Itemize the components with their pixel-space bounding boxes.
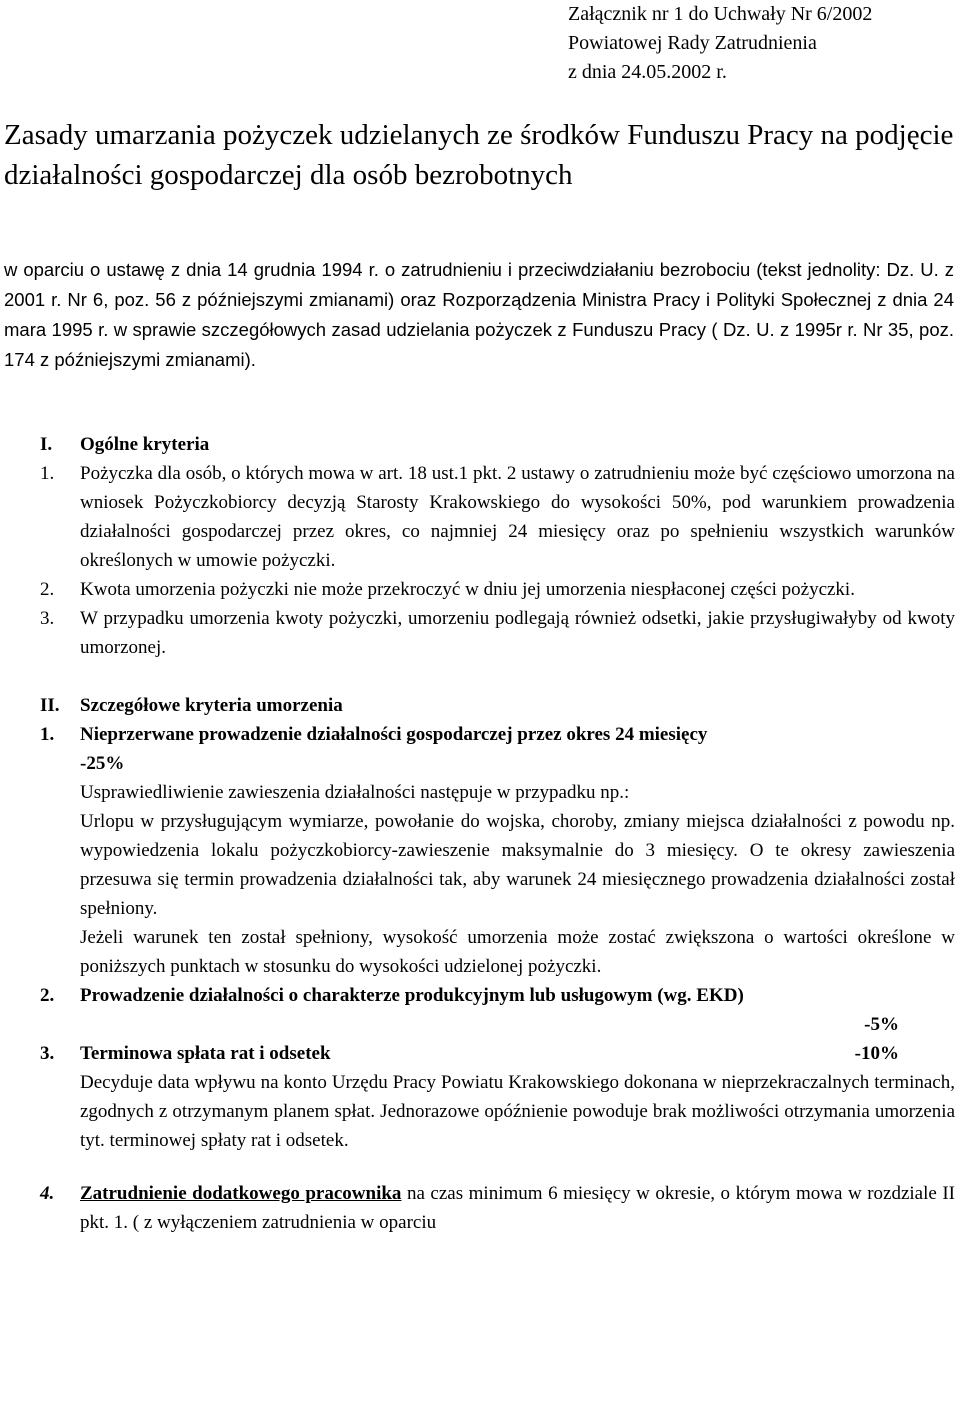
attachment-header-line-3: z dnia 24.05.2002 r. [568,61,727,83]
criterion-percent: -10% [854,1043,899,1064]
document-body [40,430,955,1237]
section-1-heading [40,430,955,459]
document-title: Zasady umarzania pożyczek udzielanych ze środków Funduszu Pracy na podjęcie działalności gospodarczej dla osób bezrobotnych [4,119,954,191]
criterion-heading: Terminowa spłata rat i odsetek [80,1043,331,1064]
list-item-number: 2. [40,579,55,600]
list-item-number: 4. [40,1183,55,1204]
list-item-number: 1. [40,724,55,745]
list-item-number: 1. [40,463,55,484]
list-item-number: 2. [40,985,55,1006]
spacer [40,662,955,691]
criterion-paragraph: Urlopu w przysługującym wymiarze, powołanie do wojska, choroby, zmiany miejsca działalności z powodu np. wypowiedzenia lokalu pożyczkobiorcy-zawieszenie maksymalnie do 3 miesięcy. O te okresy zawieszenia przesuwa się termin prowadzenia działalności tak, aby warunek 24 miesięcznego prowadzenia działalności został spełniony. [80,811,955,919]
list-item-number: 3. [40,1043,55,1064]
criterion-heading: Prowadzenie działalności o charakterze produkcyjnym lub usługowym (wg. EKD) [80,985,744,1006]
attachment-header-line-1: Załącznik nr 1 do Uchwały Nr 6/2002 [568,3,873,25]
list-item-text: Kwota umorzenia pożyczki nie może przekroczyć w dniu jej umorzenia niespłaconej części pożyczki. [80,579,855,600]
spacer [40,1155,955,1179]
list-item-text: Pożyczka dla osób, o których mowa w art. 18 ust.1 pkt. 2 ustawy o zatrudnieniu może być częściowo umorzona na wniosek Pożyczkobiorcy decyzją Starosty Krakowskiego do wysokości 50%, pod warunkiem prowadzenia działalności gospodarczej przez okres, co najmniej 24 miesięcy oraz po spełnieniu wszystkich warunków określonych w umowie pożyczki. [80,463,955,571]
criterion-heading: Zatrudnienie dodatkowego pracownika [80,1183,402,1204]
criterion-paragraph: na czas minimum 6 miesięcy w okresie, o którym mowa w rozdziale II pkt. 1. ( z wyłączeniem zatrudnienia w oparciu [80,1183,956,1233]
section-number: II. [40,695,60,716]
list-item [40,575,955,604]
section-number: I. [40,434,53,455]
criterion-item-4 [40,1179,955,1237]
criterion-percent: -5% [864,1014,899,1035]
list-item-text: W przypadku umorzenia kwoty pożyczki, umorzeniu podlegają również odsetki, jakie przysługiwałyby od kwoty umorzonej. [80,608,955,658]
list-item-number: 3. [40,608,55,629]
section-title: Szczegółowe kryteria umorzenia [80,695,343,716]
criterion-paragraph: Usprawiedliwienie zawieszenia działalności następuje w przypadku np.: [80,782,630,803]
attachment-header-line-2: Powiatowej Rady Zatrudnienia [568,32,817,54]
criterion-percent: -25% [80,753,125,774]
list-item [40,459,955,575]
attachment-header [568,0,958,87]
criterion-item-1 [40,720,955,981]
criterion-paragraph: Jeżeli warunek ten został spełniony, wysokość umorzenia może zostać zwiększona o wartości określone w poniższych punktach w stosunku do wysokości udzielonej pożyczki. [80,927,955,977]
criterion-paragraph: Decyduje data wpływu na konto Urzędu Pracy Powiatu Krakowskiego dokonana w nieprzekraczalnych terminach, zgodnych z otrzymanym planem spłat. Jednorazowe opóźnienie powoduje brak możliwości otrzymania umorzenia tyt. terminowej spłaty rat i odsetek. [80,1072,955,1151]
list-item [40,604,955,662]
legal-basis-paragraph: w oparciu o ustawę z dnia 14 grudnia 1994 r. o zatrudnieniu i przeciwdziałaniu bezrobociu (tekst jednolity: Dz. U. z 2001 r. Nr 6, poz. 56 z późniejszymi zmianami) oraz Rozporządzenia Ministra Pracy i Polityki Społecznej z dnia 24 mara 1995 r. w sprawie szczegółowych zasad udzielania pożyczek z Funduszu Pracy ( Dz. U. z 1995r r. Nr 35, poz. 174 z późniejszymi zmianami). [4,259,954,370]
criterion-item-3 [40,1039,955,1155]
section-2-heading [40,691,955,720]
section-title: Ogólne kryteria [80,434,210,455]
criterion-heading: Nieprzerwane prowadzenie działalności gospodarczej przez okres 24 miesięcy [80,724,708,745]
criterion-item-2 [40,981,955,1039]
